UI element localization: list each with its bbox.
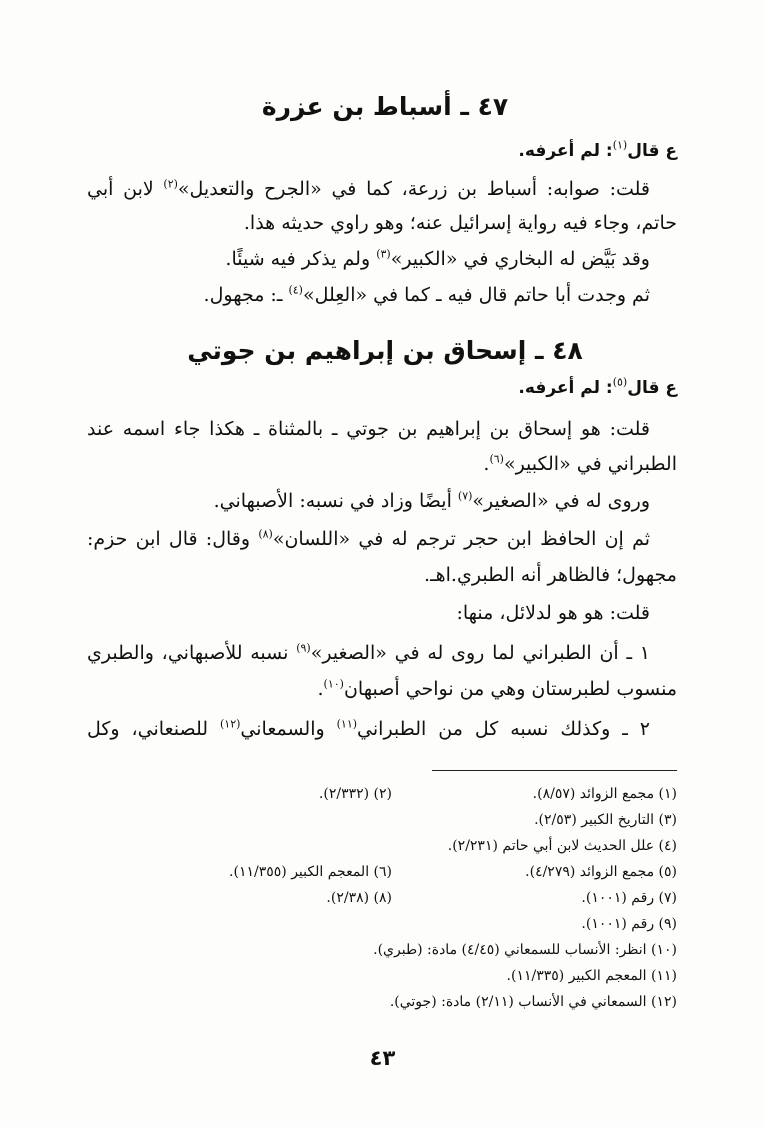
footnote-row <box>77 937 677 963</box>
quote-text: : لم أعرفه. <box>518 141 613 161</box>
quote-line-47 <box>87 135 677 166</box>
footnote: (٧) رقم (١٠٠١). <box>581 890 677 906</box>
text-segment: ١ ـ أن الطبراني لما روى له في «الصغير» <box>310 642 650 664</box>
paragraph-line <box>87 524 650 554</box>
paragraph-line <box>87 714 650 744</box>
paragraph-line: مجهول؛ فالظاهر أنه الطبري.اهـ. <box>424 564 677 586</box>
text-segment: وروى له في «الصغير» <box>472 490 650 512</box>
footnote: (٨) (٢/٣٨). <box>326 890 392 906</box>
text-segment: الطبراني في «الكبير» <box>503 453 677 475</box>
paragraph-line <box>87 638 650 668</box>
text-segment: للصنعاني، وكل <box>87 718 220 740</box>
text-segment: . <box>483 453 490 475</box>
paragraph-line <box>87 674 677 704</box>
text-segment: والسمعاني <box>240 718 337 740</box>
text-segment: أيضًا وزاد في نسبه: الأصبهاني. <box>213 490 458 512</box>
text-segment: نسبه للأصبهاني، والطبري <box>87 642 297 664</box>
text-segment: لابن أبي <box>87 178 164 200</box>
footnote-row <box>77 833 677 859</box>
footnote-ref[interactable]: (١٢) <box>220 717 241 731</box>
footnote-ref[interactable]: (١٠) <box>323 677 344 691</box>
footnote-ref[interactable]: (٥) <box>612 375 628 389</box>
footnote-ref[interactable]: (١) <box>612 138 628 152</box>
paragraph-line <box>87 174 650 204</box>
text-segment: ولم يذكر فيه شيئًا. <box>225 248 377 270</box>
footnote: (٣) التاريخ الكبير (٢/٥٣). <box>534 812 677 828</box>
footnote-row <box>77 859 677 885</box>
text-segment: وقال: قال ابن حزم: <box>87 528 259 550</box>
footnote-ref[interactable]: (٦) <box>489 452 504 466</box>
quote-line-48 <box>87 372 677 403</box>
footnote-ref[interactable]: (٨) <box>258 527 273 541</box>
footnote-ref[interactable]: (١١) <box>336 717 358 731</box>
footnote: (٦) المعجم الكبير (١١/٣٥٥). <box>229 864 392 880</box>
paragraph-line <box>87 449 677 479</box>
text-segment: ٢ ـ وكذلك نسبه كل من الطبراني <box>357 718 650 740</box>
text-segment: ثم وجدت أبا حاتم قال فيه ـ كما في «العِلل» <box>302 284 650 306</box>
footnote-row <box>77 989 677 1015</box>
text-segment: . <box>317 678 324 700</box>
footnote-row <box>77 781 677 807</box>
footnote: (١١) المعجم الكبير (١١/٣٣٥). <box>506 968 677 984</box>
footnote-ref[interactable]: (٩) <box>296 641 311 655</box>
footnote-ref[interactable]: (٤) <box>288 283 303 297</box>
footnote-row <box>77 807 677 833</box>
footnote-row <box>77 911 677 937</box>
footnote-row <box>77 963 677 989</box>
text-segment: وقد بَيَّض له البخاري في «الكبير» <box>390 248 650 270</box>
footnote: (١٠) انظر: الأنساب للسمعاني (٤/٤٥) مادة: (طبري). <box>373 942 677 958</box>
footnote-ref[interactable]: (٧) <box>457 489 473 503</box>
footnote-divider <box>432 770 677 771</box>
quote-text: : لم أعرفه. <box>518 378 613 398</box>
paragraph-line: قلت: هو إسحاق بن إبراهيم بن جوتي ـ بالمثناة ـ هكذا جاء اسمه عند <box>87 418 650 440</box>
footnote: (٩) رقم (١٠٠١). <box>581 916 677 932</box>
page-number: ٤٣ <box>369 1046 396 1070</box>
quote-label: ع قال <box>627 141 677 161</box>
footnote: (٥) مجمع الزوائد (٤/٢٧٩). <box>525 864 677 880</box>
paragraph-line: حاتم، وجاء فيه رواية إسرائيل عنه؛ وهو راوي حديثه هذا. <box>243 212 677 234</box>
text-segment: قلت: صوابه: أسباط بن زرعة، كما في «الجرح والتعديل» <box>177 178 650 200</box>
quote-label: ع قال <box>627 378 677 398</box>
text-segment: ثم إن الحافظ ابن حجر ترجم له في «اللسان» <box>272 528 651 550</box>
paragraph-line <box>87 244 650 274</box>
text-segment: منسوب لطبرستان وهي من نواحي أصبهان <box>343 678 677 700</box>
footnote: (٢) (٢/٣٣٢). <box>318 786 392 802</box>
paragraph-line <box>87 486 650 516</box>
footnote: (١٢) السمعاني في الأنساب (٢/١١) مادة: (جوتي). <box>389 994 677 1010</box>
paragraph-line <box>87 280 650 310</box>
entry-title-48: ٤٨ ـ إسحاق بن إبراهيم بن جوتي <box>187 336 583 365</box>
footnote-ref[interactable]: (٢) <box>163 177 178 191</box>
footnote: (١) مجمع الزوائد (٨/٥٧). <box>532 786 677 802</box>
entry-title-47: ٤٧ ـ أسباط بن عزرة <box>261 92 509 121</box>
footnote: (٤) علل الحديث لابن أبي حاتم (٢/٢٣١). <box>447 838 677 854</box>
text-segment: ـ: مجهول. <box>203 284 289 306</box>
footnote-row <box>77 885 677 911</box>
footnote-ref[interactable]: (٣) <box>376 247 391 261</box>
paragraph-line: قلت: هو هو لدلائل، منها: <box>456 602 650 624</box>
